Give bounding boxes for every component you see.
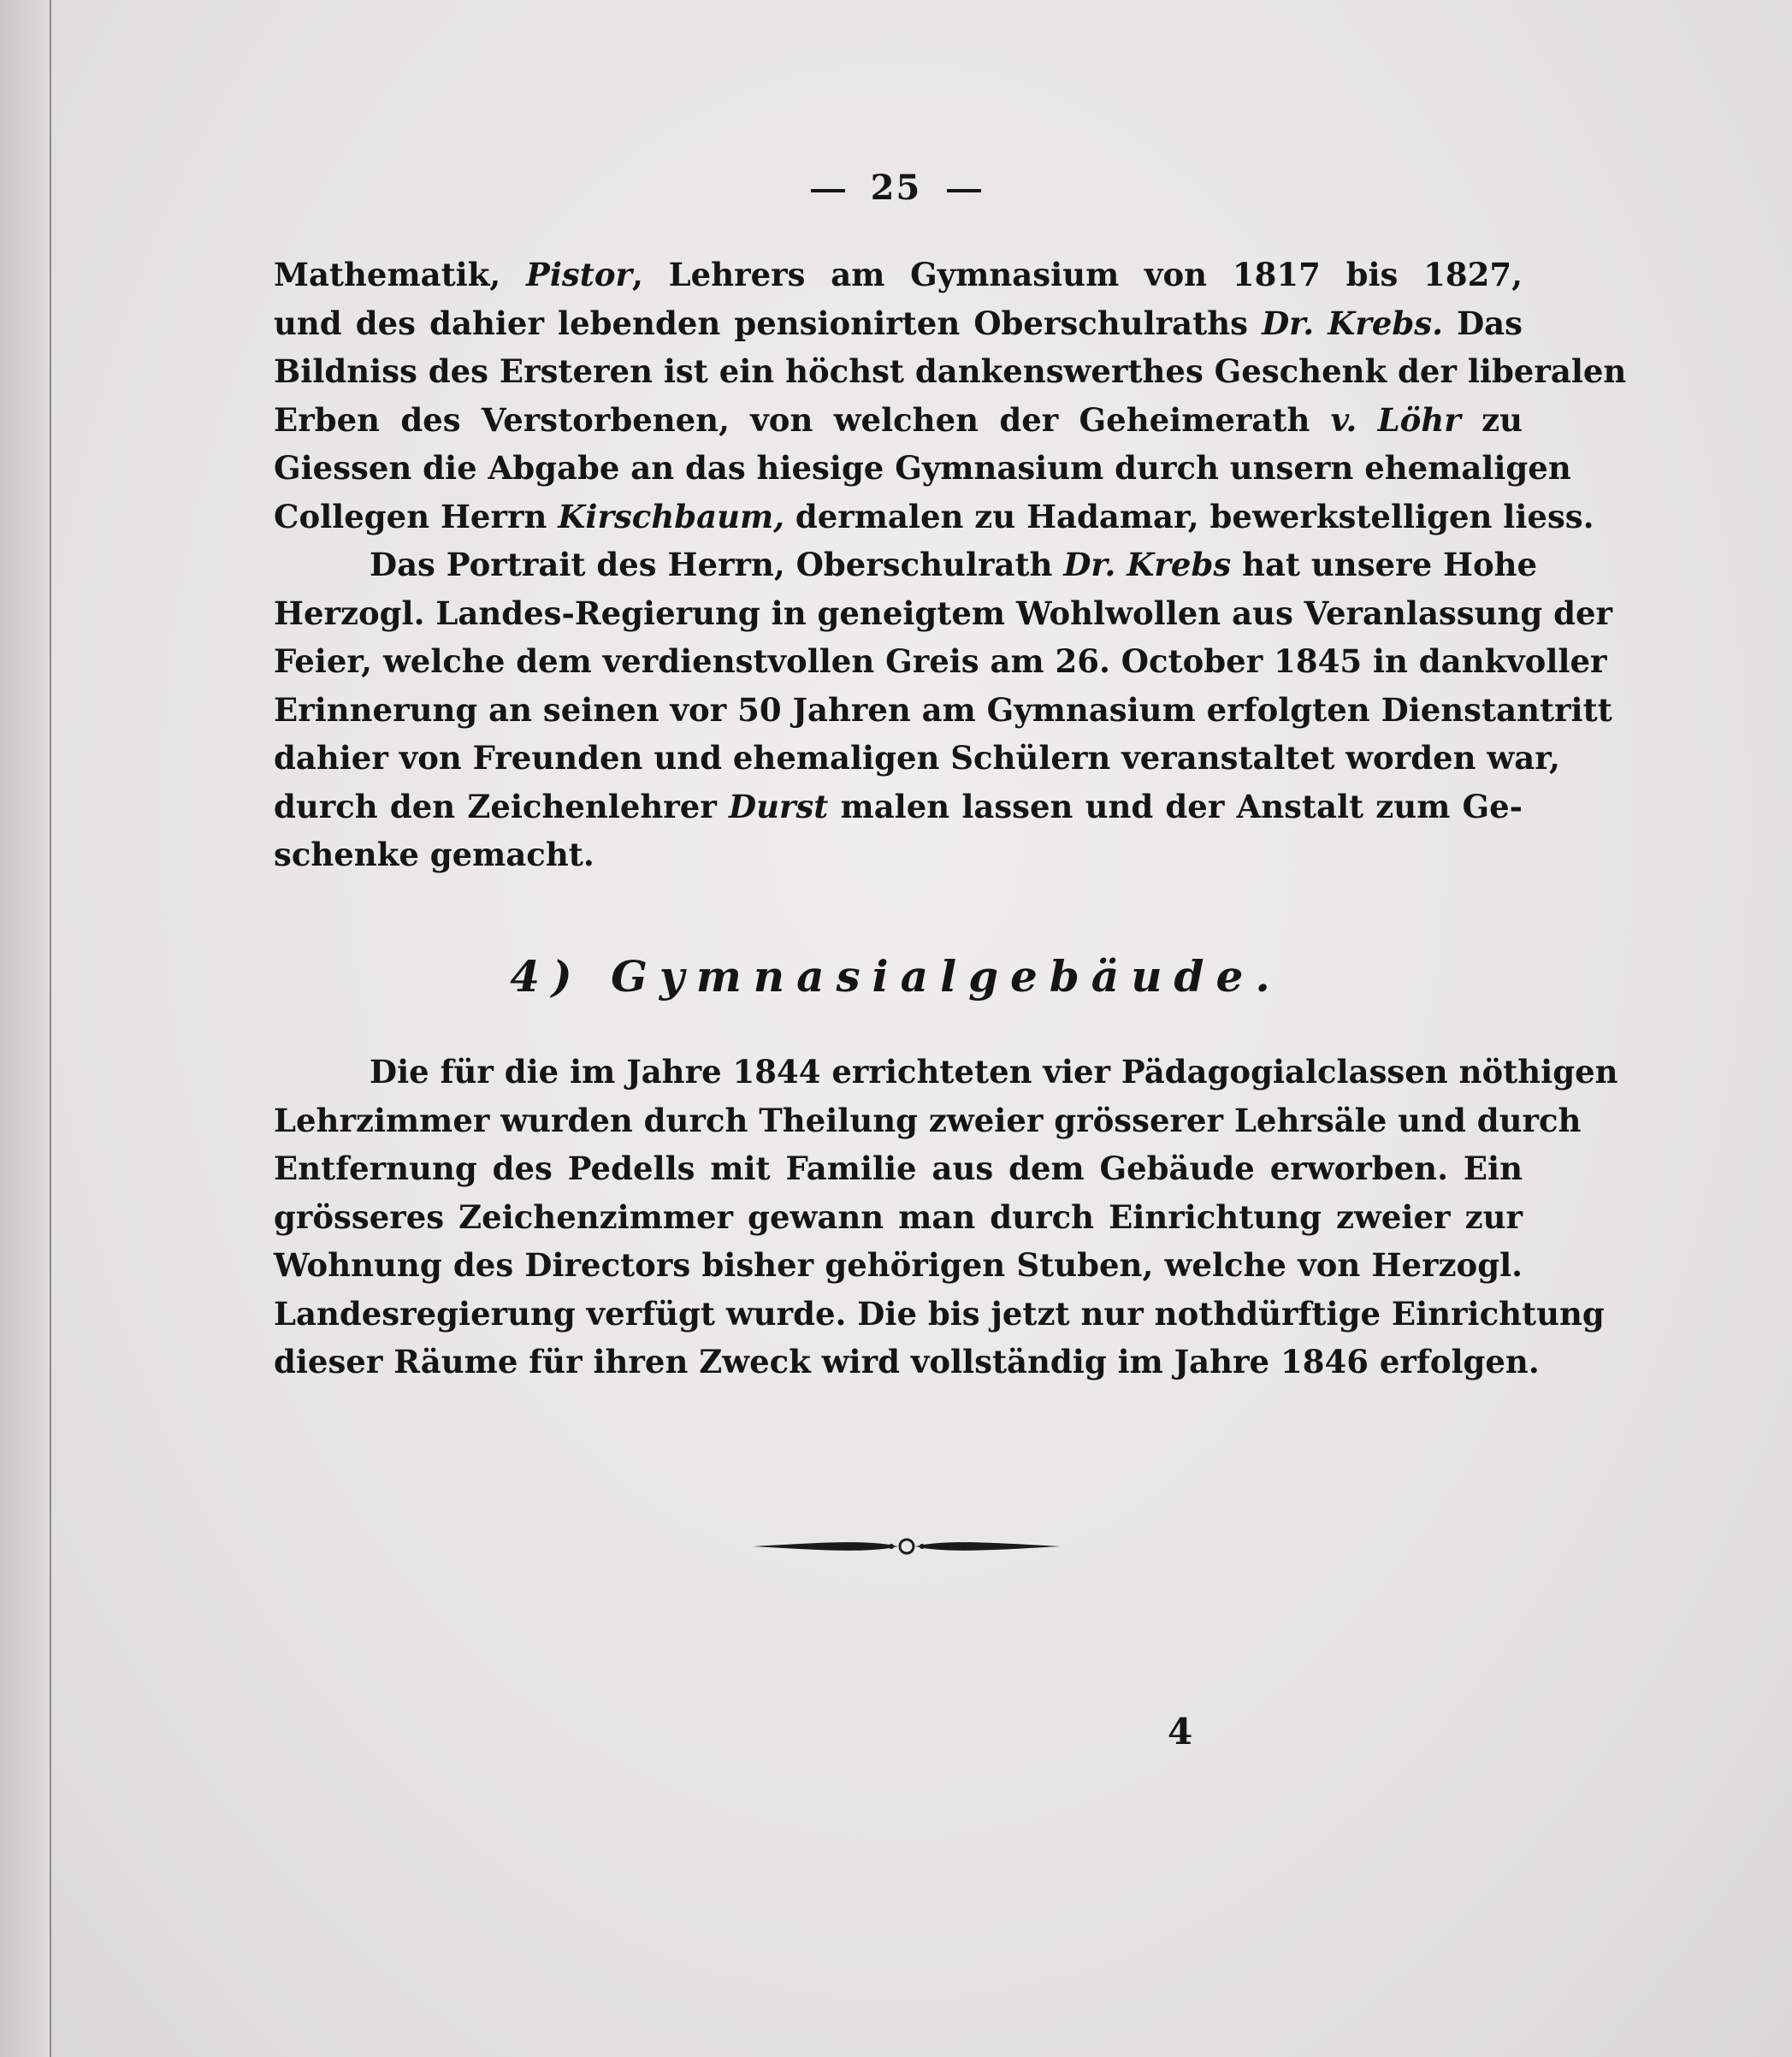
text-line: Landesregierung verfügt wurde. Die bis jetzt nur nothdürftige Einrichtung — [274, 1294, 1605, 1333]
text-line: dieser Räume für ihren Zweck wird vollständig im Jahre 1846 erfolgen. — [274, 1343, 1540, 1380]
text-line: Lehrzimmer wurden durch Theilung zweier grösserer Lehrsäle und durch — [274, 1101, 1582, 1139]
paragraph-pistor-krebs — [274, 251, 1627, 541]
page-gutter-shadow — [0, 0, 50, 2057]
paragraph-portrait-krebs — [274, 541, 1613, 879]
text-line: Erinnerung an seinen vor 50 Jahren am Gymnasium erfolgten Dienstantritt — [274, 690, 1612, 729]
paragraph-rooms — [274, 1048, 1618, 1386]
text-line: Collegen Herrn Kirschbaum, dermalen zu Hadamar, bewerkstelligen liess. — [274, 497, 1594, 535]
emphasized-name: v. Löhr — [1330, 400, 1461, 439]
ornament-divider-icon — [753, 1529, 1061, 1563]
text-line: Bildniss des Ersteren ist ein höchst dankenswerthes Geschenk der liberalen — [274, 352, 1627, 390]
emphasized-name: Durst — [728, 787, 829, 825]
text-line: Wohnung des Directors bisher gehörigen Stuben, welche von Herzogl. — [274, 1246, 1523, 1284]
page-header — [0, 168, 1792, 208]
text-line: Die für die im Jahre 1844 errichteten vier Pädagogialclassen nöthigen — [370, 1053, 1618, 1091]
paragraph-gymnasium-building — [274, 1048, 1618, 1386]
emphasized-name: Dr. Krebs — [1063, 546, 1232, 583]
emphasized-name: Dr. Krebs. — [1262, 304, 1443, 342]
text-line: Entfernung des Pedells mit Familie aus dem Gebäude erworben. Ein — [274, 1150, 1523, 1187]
text-line: und des dahier lebenden pensionirten Oberschulraths Dr. Krebs. Das — [274, 304, 1523, 342]
page-number: 25 — [870, 168, 922, 208]
text-line: schenke gemacht. — [274, 836, 594, 873]
text-line: durch den Zeichenlehrer Durst malen lassen und der Anstalt zum Ge- — [274, 787, 1523, 825]
paragraphs-portraits — [274, 251, 1627, 879]
text-line: Feier, welche dem verdienstvollen Greis am 26. October 1845 in dankvoller — [274, 642, 1607, 680]
text-line: Das Portrait des Herrn, Oberschulrath Dr. Krebs hat unsere Hohe — [370, 546, 1538, 583]
header-dash-right — [947, 189, 981, 192]
emphasized-name: Kirschbaum, — [558, 497, 784, 535]
text-line: Erben des Verstorbenen, von welchen der Geheimerath v. Löhr zu — [274, 400, 1523, 439]
section-title: 4) Gymnasialgebäude. — [510, 951, 1282, 1002]
page-edge — [50, 0, 51, 2057]
emphasized-name: Pistor — [526, 256, 633, 293]
text-line: Mathematik, Pistor, Lehrers am Gymnasium von 1817 bis 1827, — [274, 256, 1523, 293]
text-line: Herzogl. Landes-Regierung in geneigtem Wohlwollen aus Veranlassung der — [274, 594, 1613, 632]
header-dash-left — [811, 189, 845, 192]
signature-mark: 4 — [1168, 1711, 1193, 1753]
text-line: dahier von Freunden und ehemaligen Schülern veranstaltet worden war, — [274, 739, 1560, 777]
text-line: Giessen die Abgabe an das hiesige Gymnasium durch unsern ehemaligen — [274, 449, 1571, 487]
text-line: grösseres Zeichenzimmer gewann man durch Einrichtung zweier zur — [274, 1197, 1523, 1236]
